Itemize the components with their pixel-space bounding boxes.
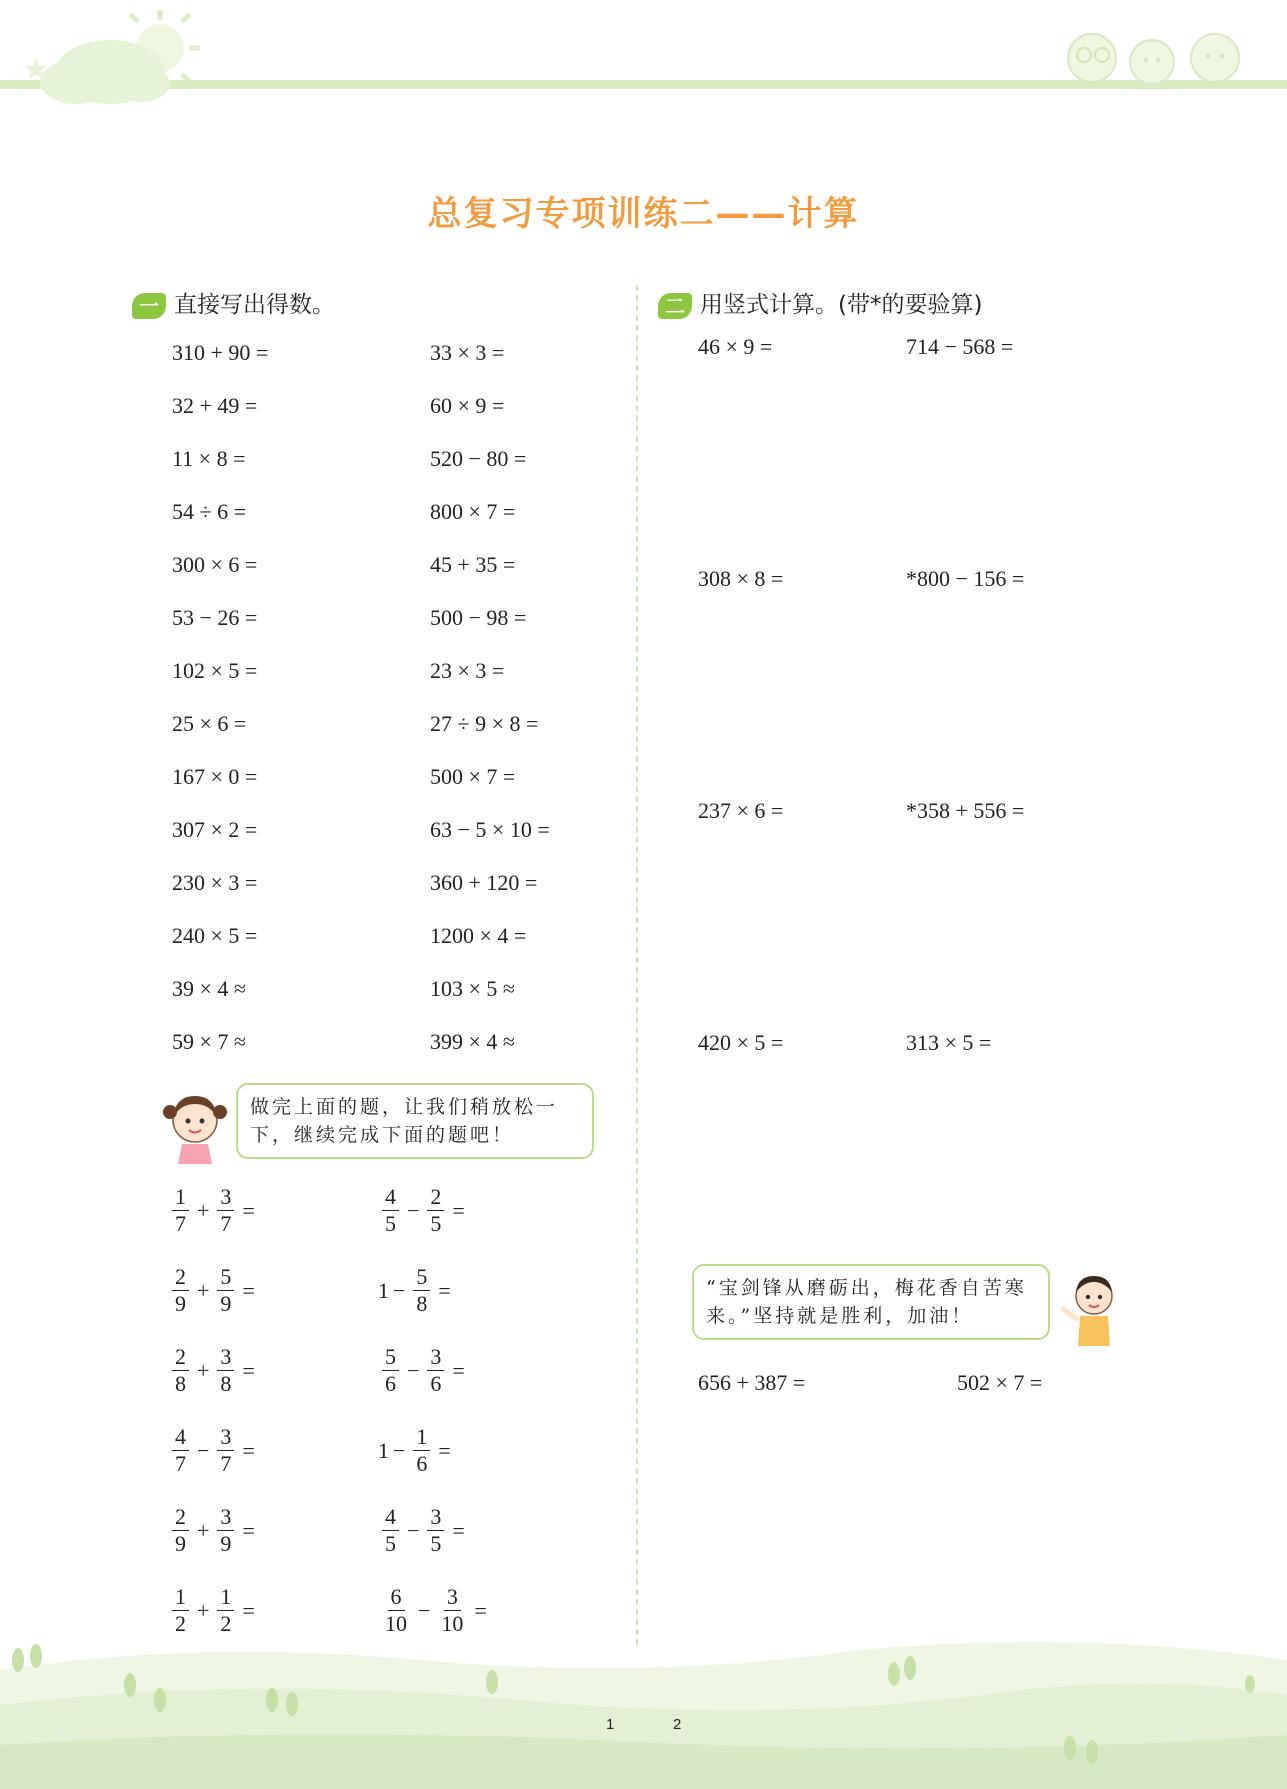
fraction	[217, 1264, 234, 1317]
denominator: 9	[220, 1291, 232, 1316]
vertical-calc-item: 46 × 9 =	[698, 334, 773, 359]
denominator: 5	[430, 1211, 442, 1236]
operator: +	[197, 1597, 210, 1623]
fraction-problem	[168, 1184, 259, 1237]
denominator: 5	[385, 1211, 396, 1236]
section1-heading	[132, 286, 335, 319]
vertical-calc-item: *800 − 156 =	[906, 566, 1025, 591]
denominator: 10	[385, 1611, 407, 1636]
equals-sign: =	[452, 1197, 465, 1223]
fraction	[217, 1344, 234, 1397]
vertical-calc-item: 714 − 568 =	[906, 334, 1014, 359]
operator: +	[197, 1277, 210, 1303]
operator: +	[197, 1197, 210, 1223]
fraction	[382, 1344, 399, 1397]
fraction-problem	[378, 1264, 455, 1317]
mental-math-item: 310 + 90 =	[172, 340, 269, 365]
section2-badge: 二	[658, 293, 692, 319]
mental-math-item: 240 × 5 =	[172, 923, 258, 948]
operator: −	[407, 1357, 420, 1383]
operator: +	[197, 1517, 210, 1543]
mental-math-item: 360 + 120 =	[430, 870, 538, 895]
mental-math-item: 307 × 2 =	[172, 817, 258, 842]
denominator: 9	[175, 1291, 186, 1316]
fraction	[382, 1504, 399, 1557]
fraction	[172, 1424, 189, 1477]
denominator: 7	[220, 1211, 232, 1236]
whole-number: 1	[378, 1277, 389, 1303]
last-row-expr-1: 656 + 387 =	[698, 1370, 806, 1395]
animal-friends-icon	[1060, 20, 1260, 88]
equals-sign: =	[242, 1517, 255, 1543]
section1-badge: 一	[132, 293, 166, 319]
whole-number: 1	[378, 1437, 389, 1463]
fraction	[172, 1344, 189, 1397]
page-title: 总复习专项训练二——计算	[427, 194, 860, 234]
denominator: 7	[220, 1451, 232, 1476]
fraction	[413, 1264, 430, 1317]
equals-sign: =	[242, 1357, 255, 1383]
fraction	[413, 1424, 430, 1477]
numerator: 4	[172, 1424, 189, 1451]
fraction-problem	[168, 1344, 259, 1397]
denominator: 8	[220, 1371, 232, 1396]
page-number-left: 1	[606, 1716, 615, 1733]
numerator: 3	[427, 1344, 444, 1371]
denominator: 7	[175, 1211, 186, 1236]
denominator: 2	[175, 1611, 186, 1636]
page-number-right: 2	[673, 1716, 682, 1733]
equals-sign: =	[438, 1277, 451, 1303]
numerator: 3	[427, 1504, 444, 1531]
fraction	[217, 1184, 234, 1237]
section2-heading	[658, 286, 982, 319]
numerator: 5	[413, 1264, 430, 1291]
numerator: 4	[382, 1184, 399, 1211]
numerator: 2	[172, 1504, 189, 1531]
fraction-problem	[168, 1424, 259, 1477]
equals-sign: =	[452, 1517, 465, 1543]
numerator: 3	[217, 1504, 234, 1531]
numerator: 3	[217, 1344, 234, 1371]
mental-math-item: 230 × 3 =	[172, 870, 258, 895]
equals-sign: =	[242, 1437, 255, 1463]
fraction	[427, 1344, 444, 1397]
fraction	[217, 1424, 234, 1477]
operator: −	[197, 1437, 210, 1463]
mental-math-item: 60 × 9 =	[430, 393, 505, 418]
mental-math-item: 53 − 26 =	[172, 605, 258, 630]
mental-math-item: 54 ÷ 6 =	[172, 499, 246, 524]
mental-math-item: 103 × 5 ≈	[430, 976, 515, 1001]
numerator: 6	[388, 1584, 405, 1611]
denominator: 6	[416, 1451, 428, 1476]
mental-math-item: 33 × 3 =	[430, 340, 505, 365]
mental-math-item: 59 × 7 ≈	[172, 1029, 246, 1054]
numerator: 3	[217, 1424, 234, 1451]
mental-math-item: 520 − 80 =	[430, 446, 527, 471]
boy-speech-bubble: “宝剑锋从磨砺出，梅花香自苦寒来。”坚持就是胜利，加油！	[692, 1264, 1050, 1340]
mental-math-item: 167 × 0 =	[172, 764, 258, 789]
numerator: 3	[444, 1584, 461, 1611]
last-row-expr-2: 502 × 7 =	[957, 1370, 1043, 1395]
fraction	[172, 1504, 189, 1557]
denominator: 8	[416, 1291, 428, 1316]
fraction-problem	[378, 1184, 469, 1237]
mental-math-item: 102 × 5 =	[172, 658, 258, 683]
operator: −	[407, 1197, 420, 1223]
denominator: 2	[220, 1611, 232, 1636]
section2-heading-text: 用竖式计算。(带*的要验算)	[700, 292, 983, 318]
denominator: 5	[385, 1531, 396, 1556]
equals-sign: =	[242, 1197, 255, 1223]
numerator: 5	[382, 1344, 399, 1371]
denominator: 7	[175, 1451, 186, 1476]
denominator: 6	[430, 1371, 442, 1396]
numerator: 4	[382, 1504, 399, 1531]
mental-math-item: 1200 × 4 =	[430, 923, 527, 948]
mental-math-item: 23 × 3 =	[430, 658, 505, 683]
mental-math-item: 39 × 4 ≈	[172, 976, 246, 1001]
denominator: 9	[220, 1531, 232, 1556]
denominator: 6	[385, 1371, 396, 1396]
fraction	[172, 1184, 189, 1237]
operator: −	[393, 1277, 406, 1303]
operator: −	[407, 1517, 420, 1543]
mental-math-item: 399 × 4 ≈	[430, 1029, 515, 1054]
numerator: 1	[172, 1584, 189, 1611]
numerator: 1	[413, 1424, 430, 1451]
column-divider	[636, 285, 638, 1645]
mental-math-item: 300 × 6 =	[172, 552, 258, 577]
vertical-calc-item: *358 + 556 =	[906, 798, 1025, 823]
equals-sign: =	[242, 1597, 255, 1623]
mental-math-item: 32 + 49 =	[172, 393, 258, 418]
numerator: 5	[217, 1264, 234, 1291]
fraction	[382, 1184, 399, 1237]
vertical-calc-item: 420 × 5 =	[698, 1030, 784, 1055]
denominator: 10	[441, 1611, 464, 1636]
mental-math-item: 500 × 7 =	[430, 764, 516, 789]
mental-math-item: 63 − 5 × 10 =	[430, 817, 550, 842]
equals-sign: =	[452, 1357, 465, 1383]
numerator: 1	[217, 1584, 234, 1611]
mental-math-item: 25 × 6 =	[172, 711, 247, 736]
numerator: 2	[427, 1184, 444, 1211]
fraction	[217, 1504, 234, 1557]
equals-sign: =	[242, 1277, 255, 1303]
numerator: 3	[217, 1184, 234, 1211]
fraction	[427, 1184, 444, 1237]
fraction-problem	[378, 1344, 469, 1397]
girl-speech-bubble: 做完上面的题，让我们稍放松一下，继续完成下面的题吧！	[236, 1083, 594, 1159]
girl-character-icon	[160, 1088, 230, 1166]
hills-decoration	[0, 1630, 1287, 1789]
operator: −	[418, 1597, 431, 1623]
numerator: 2	[172, 1344, 189, 1371]
equals-sign: =	[438, 1437, 451, 1463]
mental-math-item: 27 ÷ 9 × 8 =	[430, 711, 539, 736]
mental-math-item: 45 + 35 =	[430, 552, 516, 577]
fraction-problem	[168, 1264, 259, 1317]
mental-math-item: 11 × 8 =	[172, 446, 246, 471]
mental-math-item: 800 × 7 =	[430, 499, 516, 524]
fraction	[172, 1264, 189, 1317]
fraction	[427, 1504, 444, 1557]
fraction-problem	[168, 1504, 259, 1557]
mental-math-item: 500 − 98 =	[430, 605, 527, 630]
operator: −	[393, 1437, 406, 1463]
fraction-problem	[378, 1504, 469, 1557]
operator: +	[197, 1357, 210, 1383]
numerator: 1	[172, 1184, 189, 1211]
vertical-calc-item: 237 × 6 =	[698, 798, 784, 823]
equals-sign: =	[474, 1597, 487, 1623]
vertical-calc-item: 308 × 8 =	[698, 566, 784, 591]
denominator: 8	[175, 1371, 186, 1396]
denominator: 9	[175, 1531, 186, 1556]
boy-character-icon	[1056, 1268, 1122, 1350]
fraction-problem	[378, 1424, 455, 1477]
vertical-calc-item: 313 × 5 =	[906, 1030, 992, 1055]
denominator: 5	[430, 1531, 442, 1556]
section1-heading-text: 直接写出得数。	[174, 292, 335, 318]
numerator: 2	[172, 1264, 189, 1291]
sun-cloud-icon	[0, 0, 220, 120]
